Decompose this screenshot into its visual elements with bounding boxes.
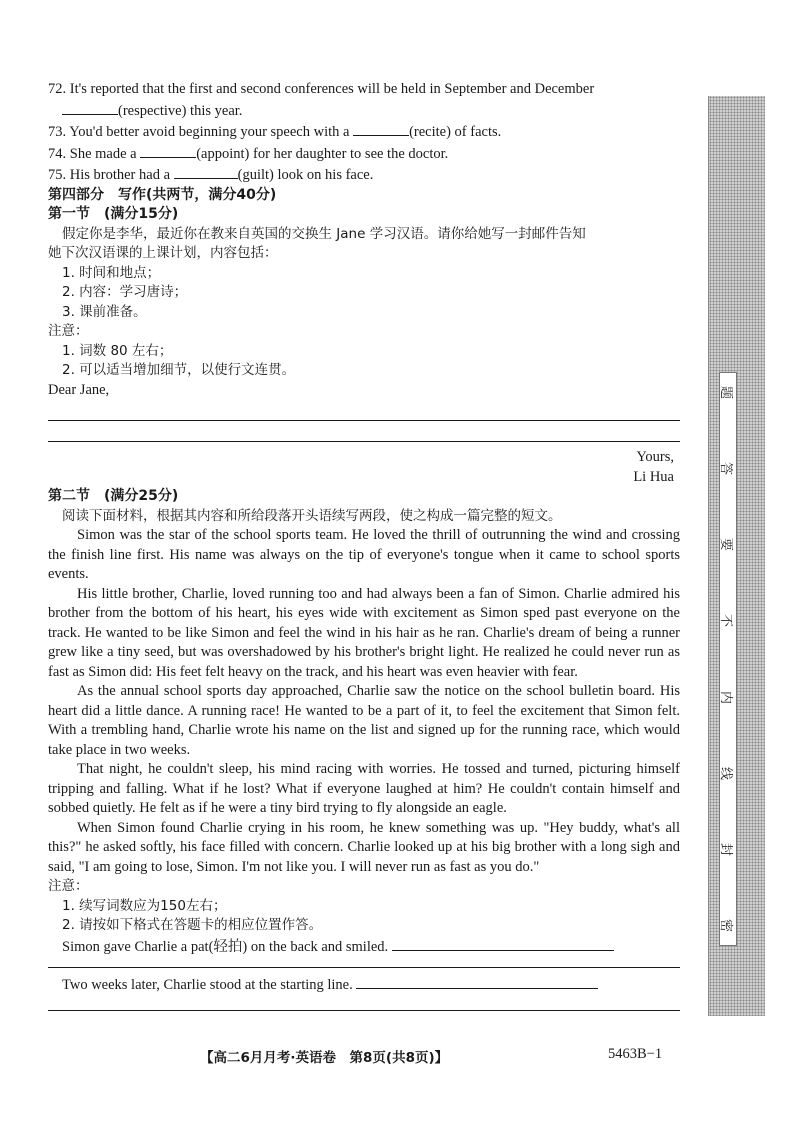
- prompt-item: 1. 时间和地点；: [62, 264, 161, 281]
- seal-char: 密: [718, 918, 734, 932]
- writing-line[interactable]: [48, 400, 680, 421]
- writing-blank[interactable]: [392, 936, 614, 951]
- question-73: [48, 121, 680, 143]
- writing-blank[interactable]: [356, 974, 598, 989]
- seal-line-margin: [708, 96, 765, 1016]
- answer-blank[interactable]: [140, 143, 196, 158]
- continuation-instruction: 阅读下面材料，根据其内容和所给段落开头语续写两段，使之构成一篇完整的短文。: [62, 507, 562, 524]
- story-passage: [48, 526, 680, 877]
- letter-greeting: Dear Jane,: [48, 381, 110, 398]
- question-text: You'd better avoid beginning your speech with a: [69, 124, 350, 140]
- question-text: (guilt) look on his face.: [237, 167, 374, 183]
- writing-line[interactable]: [48, 996, 680, 1011]
- story-paragraph: Simon was the star of the school sports team. He loved the thrill of outrunning the wind and crossing the finish line first. His name was always on the tip of everyone's tongue when it came to school sports events.: [48, 527, 680, 582]
- part-title: 第一节 (满分15分): [48, 206, 179, 222]
- note-label: 注意：: [48, 323, 89, 339]
- question-72-cont: [48, 100, 680, 122]
- footer-code: 5463B−1: [608, 1046, 663, 1062]
- writing-line[interactable]: [48, 421, 680, 442]
- answer-blank[interactable]: [174, 164, 238, 179]
- starter-text: Two weeks later, Charlie stood at the starting line.: [62, 977, 353, 993]
- footer-page-info: 【高二6月月考·英语卷 第8页(共8页)】: [200, 1050, 449, 1066]
- seal-char: 封: [718, 842, 734, 856]
- note-item: 2. 可以适当增加细节，以使行文连贯。: [62, 362, 296, 378]
- part-title: 第二节 (满分25分): [48, 488, 179, 504]
- seal-char: 内: [718, 690, 734, 704]
- seal-notice: [719, 372, 737, 946]
- seal-char: 线: [718, 766, 734, 780]
- note-item: 1. 词数 80 左右；: [62, 342, 173, 359]
- answer-blank[interactable]: [353, 121, 409, 136]
- question-text: (appoint) for her daughter to see the doctor.: [196, 145, 449, 162]
- writing-prompt-cont: 她下次汉语课的上课计划，内容包括：: [48, 245, 278, 261]
- question-number: 75.: [48, 167, 67, 183]
- seal-char: 题: [718, 385, 734, 400]
- starter-text: Simon gave Charlie a pat(轻拍) on the back and smiled.: [62, 938, 389, 955]
- question-75: [48, 164, 680, 186]
- paragraph-starter-1: [48, 936, 680, 958]
- section-title: 第四部分 写作(共两节，满分40分): [48, 186, 277, 203]
- story-paragraph: When Simon found Charlie crying in his room, he knew something was up. "Hey buddy, what's all this?" he asked softly, his face filled with concern. Charlie looked up at his big brother with a long sigh and said, "I am going to lose, Simon. I'm not like you. I will never run as fast as you do.": [48, 819, 680, 875]
- question-text: (respective) this year.: [118, 102, 243, 119]
- seal-char: 要: [718, 538, 734, 552]
- question-number: 72.: [48, 81, 67, 97]
- answer-blank[interactable]: [62, 100, 118, 115]
- question-number: 73.: [48, 124, 67, 140]
- prompt-item: 2. 内容：学习唐诗；: [62, 284, 188, 300]
- prompt-item: 3. 课前准备。: [62, 303, 147, 320]
- writing-line[interactable]: [48, 957, 680, 968]
- story-paragraph: His little brother, Charlie, loved running too and had always been a fan of Simon. Charlie admired his brother from the bottom of his heart, his eyes wide with excitement as Simon sped past everyone on the track. He wanted to be like Simon and feel the wind in his hair as he ran. Charlie's dream of being a runner grew like a tiny seed, but was overshadowed by his brother's bright light. He realized he could never run as fast as Simon did: His feet felt heavy on the track, and his heart was even heavier with fear.: [48, 585, 680, 680]
- question-number: 74.: [48, 145, 67, 162]
- letter-closing: Yours,: [636, 449, 674, 465]
- question-72: [48, 80, 680, 100]
- story-paragraph: That night, he couldn't sleep, his mind racing with worries. He tossed and turned, picturing himself tripping and falling. What if he lost? What if everyone laughed at him? He couldn't contain himself and sobbed quietly. He felt as if he were a tiny bird trying to fly alongside an eagle.: [48, 761, 680, 816]
- question-text: She made a: [69, 145, 137, 162]
- question-text: (recite) of facts.: [409, 124, 502, 140]
- seal-char: 不: [718, 614, 734, 628]
- page-content: [48, 80, 680, 1011]
- seal-char: 答: [718, 462, 734, 476]
- note-label: 注意：: [48, 878, 89, 894]
- question-text: His brother had a: [69, 167, 171, 183]
- story-paragraph: As the annual school sports day approached, Charlie saw the notice on the school bulletin board. His heart did a little dance. A running race! He wanted to be a part of it, to feel the excitement that Simon felt. With a trembling hand, Charlie wrote his name on the list and signed up for the running race, which would take place in two weeks.: [48, 683, 680, 758]
- question-74: [48, 143, 680, 165]
- note-item: 1. 续写词数应为150左右；: [62, 897, 227, 914]
- note-item: 2. 请按如下格式在答题卡的相应位置作答。: [62, 917, 323, 933]
- paragraph-starter-2: [48, 974, 680, 996]
- letter-signature: Li Hua: [633, 468, 674, 485]
- writing-prompt: 假定你是李华，最近你在教来自英国的交换生 Jane 学习汉语。请你给她写一封邮件告知: [62, 225, 586, 242]
- question-text: It's reported that the first and second conferences will be held in September and December: [69, 81, 595, 97]
